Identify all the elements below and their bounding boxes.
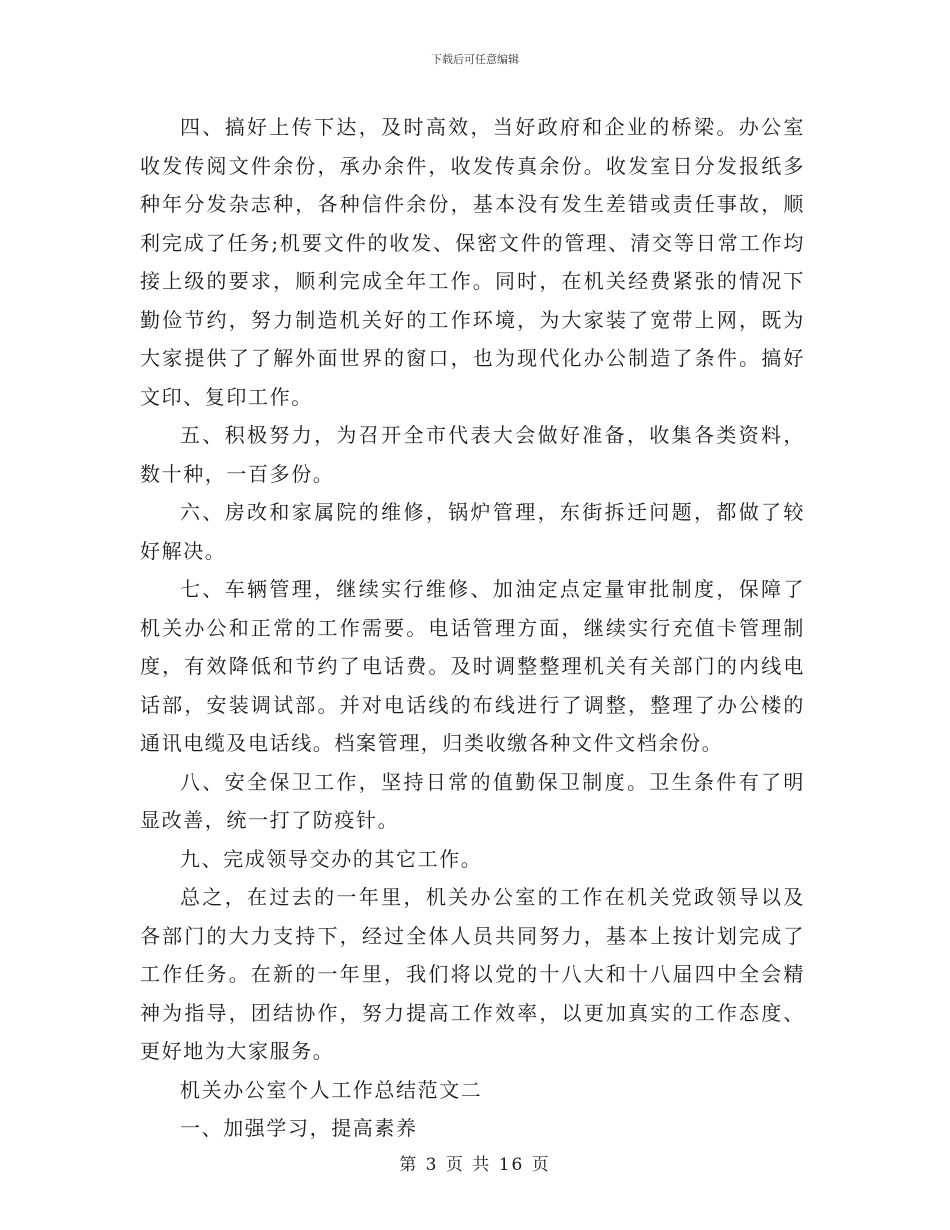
paragraph-item-4: 四、搞好上传下达，及时高效，当好政府和企业的桥梁。办公室收发传阅文件余份，承办余件，收发传真余份。收发室日分发报纸多种年分发杂志种，各种信件余份，基本没有发生差错或责任事故，顺利完成了任务;机要文件的收发、保密文件的管理、清交等日常工作均接上级的要求，顺利完成全年工作。同时，在机关经费紧张的情况下勤俭节约，努力制造机关好的工作环境，为大家装了宽带上网，既为大家提供了了解外面世界的窗口，也为现代化办公制造了条件。搞好文印、复印工作。	[140, 115, 805, 409]
page-number: 第 3 页 共 16 页	[399, 1155, 551, 1175]
paragraph-item-5: 五、积极努力，为召开全市代表大会做好准备，收集各类资料，数十种，一百多份。	[140, 423, 805, 486]
section-title: 机关办公室个人工作总结范文二	[180, 1077, 483, 1102]
paragraph-summary: 总之，在过去的一年里，机关办公室的工作在机关党政领导以及各部门的大力支持下，经过全体人员共同努力，基本上按计划完成了工作任务。在新的一年里，我们将以党的十八大和十八届四中全会精神为指导，团结协作，努力提高工作效率，以更加真实的工作态度、更好地为大家服务。	[140, 885, 805, 1063]
section-subheading: 一、加强学习，提高素养	[180, 1116, 418, 1140]
paragraph-item-9: 九、完成领导交办的其它工作。	[180, 846, 483, 871]
document-body	[140, 108, 805, 1148]
paragraph-item-7: 七、车辆管理，继续实行维修、加油定点定量审批制度，保障了机关办公和正常的工作需要。电话管理方面，继续实行充值卡管理制度，有效降低和节约了电话费。及时调整整理机关有关部门的内线电话部，安装调试部。并对电话线的布线进行了调整，整理了办公楼的通讯电缆及电话线。档案管理，归类收缴各种文件文档余份。	[140, 577, 805, 755]
paragraph-item-6: 六、房改和家属院的维修，锅炉管理，东街拆迁问题，都做了较好解决。	[140, 500, 805, 563]
paragraph-item-8: 八、安全保卫工作，坚持日常的值勤保卫制度。卫生条件有了明显改善，统一打了防疫针。	[140, 769, 805, 832]
page-header-note: 下载后可任意编辑	[431, 53, 519, 66]
